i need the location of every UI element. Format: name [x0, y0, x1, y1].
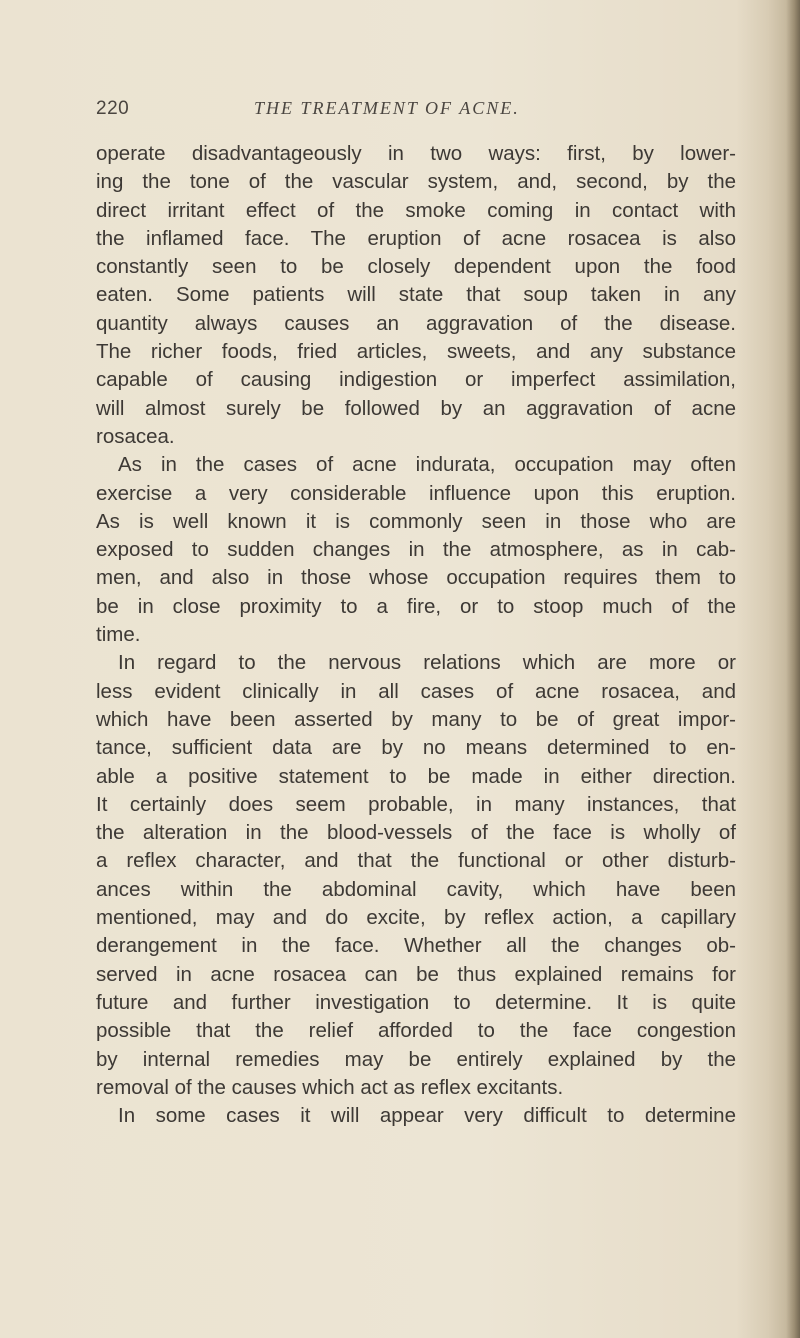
text-line: removal of the causes which act as reflex excitants. [96, 1075, 564, 1099]
text-line: mentioned, may and do excite, by reflex action, a capillary [96, 906, 736, 930]
text-line: exercise a very considerable influence upon this eruption. [96, 481, 736, 505]
text-line: capable of causing indigestion or imperfect assimilation, [96, 368, 736, 392]
page-header [96, 98, 736, 128]
text-line: be in close proximity to a fire, or to stoop much of the [96, 594, 736, 618]
text-line: time. [96, 623, 141, 647]
text-line: exposed to sudden changes in the atmosphere, as in cab- [96, 538, 736, 562]
running-head: THE TREATMENT OF ACNE. [254, 98, 520, 118]
text-line: the alteration in the blood-vessels of the face is wholly of [96, 821, 736, 845]
text-line: constantly seen to be closely dependent upon the food [96, 255, 736, 279]
text-line: future and further investigation to determine. It is quite [96, 990, 736, 1014]
text-line: will almost surely be followed by an aggravation of acne [96, 396, 736, 420]
text-line: As is well known it is commonly seen in those who are [96, 509, 736, 533]
text-line: possible that the relief afforded to the face congestion [96, 1019, 736, 1043]
text-line: In regard to the nervous relations which are more or [118, 651, 736, 675]
text-line: quantity always causes an aggravation of the disease. [96, 311, 736, 335]
text-line: It certainly does seem probable, in many instances, that [96, 792, 736, 816]
text-line: The richer foods, fried articles, sweets, and any substance [96, 340, 736, 364]
text-line: eaten. Some patients will state that soup taken in any [96, 283, 736, 307]
text-line: men, and also in those whose occupation requires them to [96, 566, 736, 590]
text-line: rosacea. [96, 424, 175, 448]
text-line: direct irritant effect of the smoke coming in contact with [96, 198, 736, 222]
text-line: ing the tone of the vascular system, and, second, by the [96, 170, 736, 194]
text-line: less evident clinically in all cases of acne rosacea, and [96, 679, 736, 703]
text-line: by internal remedies may be entirely explained by the [96, 1047, 736, 1071]
text-line: In some cases it will appear very difficult to determine [118, 1104, 736, 1128]
body-text [96, 140, 736, 1130]
text-line: the inflamed face. The eruption of acne rosacea is also [96, 226, 736, 250]
page-edge-shadow [786, 0, 800, 1338]
text-line: tance, sufficient data are by no means determined to en- [96, 736, 736, 760]
text-line: a reflex character, and that the functional or other disturb- [96, 849, 736, 873]
text-line: ances within the abdominal cavity, which have been [96, 877, 736, 901]
text-line: operate disadvantageously in two ways: first, by lower- [96, 142, 736, 165]
text-line: which have been asserted by many to be of great impor- [96, 707, 736, 731]
text-line: As in the cases of acne indurata, occupation may often [118, 453, 736, 477]
text-line: able a positive statement to be made in either direction. [96, 764, 736, 788]
text-line: derangement in the face. Whether all the changes ob- [96, 934, 736, 958]
page-number: 220 [96, 98, 130, 119]
text-line: served in acne rosacea can be thus explained remains for [96, 962, 736, 986]
